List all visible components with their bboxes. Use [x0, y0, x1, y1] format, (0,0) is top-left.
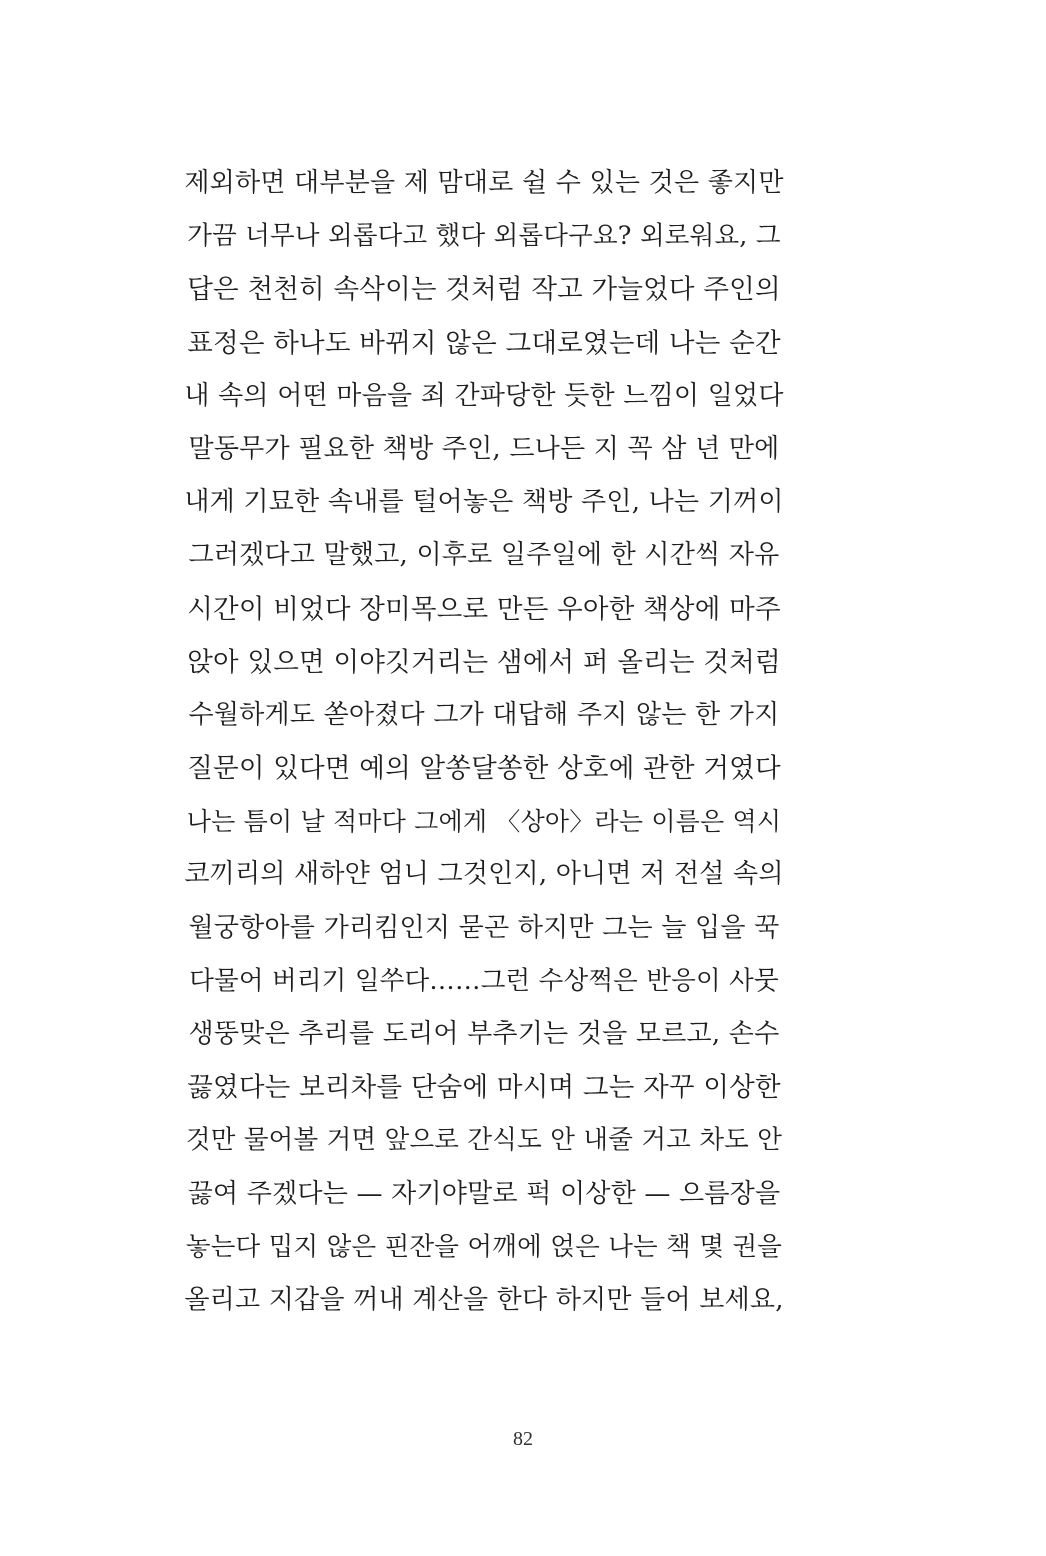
text-line: 다물어 버리기 일쑤다……그런 수상쩍은 반응이 사뭇	[189, 965, 779, 996]
text-line: 말동무가 필요한 책방 주인, 드나든 지 꼭 삼 년 만에	[188, 433, 780, 464]
text-line: 끓였다는 보리차를 단숨에 마시며 그는 자꾸 이상한	[187, 1072, 781, 1104]
text-line: 그러겠다고 말했고, 이후로 일주일에 한 시간씩 자유	[188, 540, 780, 571]
text-line: 놓는다 밉지 않은 핀잔을 어깨에 얹은 나는 책 몇 권을	[185, 1231, 783, 1262]
text-line: 올리고 지갑을 꺼내 계산을 한다 하지만 들어 보세요,	[184, 1284, 784, 1315]
text-line: 나는 틈이 날 적마다 그에게 〈상아〉라는 이름은 역시	[186, 807, 782, 837]
text-line: 것만 물어볼 거면 앞으로 간식도 안 내줄 거고 차도 안	[185, 1125, 783, 1156]
text-line: 제외하면 대부분을 제 맘대로 쉴 수 있는 것은 좋지만	[184, 168, 784, 198]
text-line: 내게 기묘한 속내를 털어놓은 책방 주인, 나는 기꺼이	[184, 487, 784, 518]
text-line: 생뚱맞은 추리를 도리어 부추기는 것을 모르고, 손수	[188, 1019, 780, 1049]
body-text	[184, 157, 784, 1327]
text-line: 표정은 하나도 바뀌지 않은 그대로였는데 나는 순간	[187, 327, 781, 359]
text-line: 질문이 있다면 예의 알쏭달쏭한 상호에 관한 거였다	[187, 753, 781, 785]
text-line: 앉아 있으면 이야깃거리는 샘에서 퍼 올리는 것처럼	[187, 646, 781, 678]
text-line: 시간이 비었다 장미목으로 만든 우아한 책상에 마주	[187, 593, 781, 625]
page-number: 82	[513, 1428, 533, 1450]
text-line: 월궁항아를 가리킴인지 묻곤 하지만 그는 늘 입을 꾹	[188, 912, 780, 943]
text-line: 답은 천천히 속삭이는 것처럼 작고 가늘었다 주인의	[187, 274, 781, 306]
text-line: 내 속의 어떤 마음을 죄 간파당한 듯한 느낌이 일었다	[184, 380, 784, 411]
text-line: 끓여 주겠다는 — 자기야말로 퍽 이상한 — 으름장을	[187, 1178, 781, 1209]
text-line: 가끔 너무나 외롭다고 했다 외롭다구요? 외로워요, 그	[187, 221, 781, 252]
text-line: 수월하게도 쏟아졌다 그가 대답해 주지 않는 한 가지	[188, 699, 780, 730]
text-line: 코끼리의 새하얀 엄니 그것인지, 아니면 저 전설 속의	[184, 859, 784, 890]
